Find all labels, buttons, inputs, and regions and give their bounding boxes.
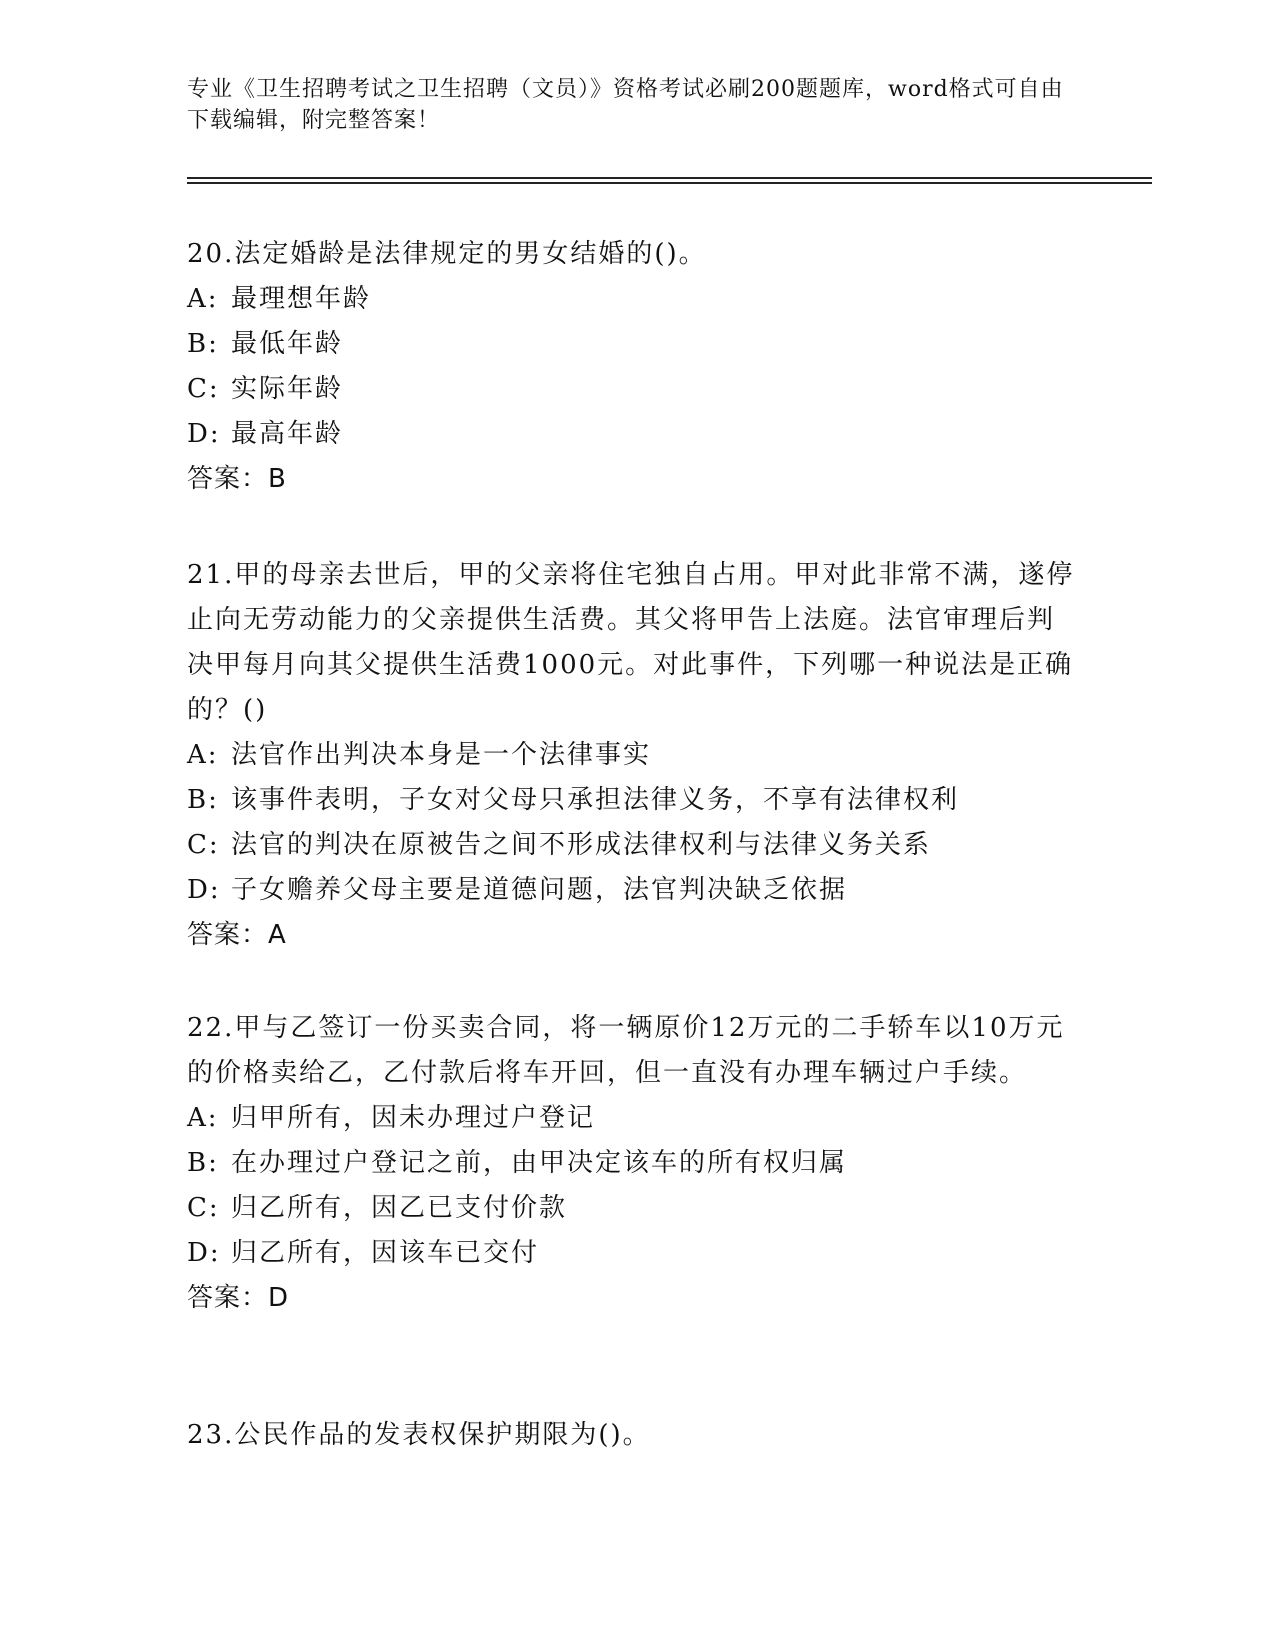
option-text: 归乙所有，因该车已交付 bbox=[231, 1238, 540, 1268]
option-text: 子女赡养父母主要是道德问题，法官判决缺乏依据 bbox=[231, 875, 848, 905]
answer-line: 答案：D bbox=[187, 1283, 290, 1313]
option-d bbox=[187, 868, 1077, 913]
question-stem: 20.法定婚龄是法律规定的男女结婚的()。 bbox=[187, 239, 707, 269]
option-key: B: bbox=[187, 329, 219, 359]
option-d bbox=[187, 1231, 1077, 1276]
option-b bbox=[187, 1141, 1077, 1186]
header-divider-bottom bbox=[187, 182, 1152, 184]
question-stem: 21.甲的母亲去世后，甲的父亲将住宅独自占用。甲对此非常不满，遂停止向无劳动能力的父亲提供生活费。其父将甲告上法庭。法官审理后判决甲每月向其父提供生活费1000元。对此事件，下列哪一种说法是正确的？() bbox=[187, 560, 1075, 725]
option-key: C: bbox=[187, 374, 220, 404]
option-key: A: bbox=[187, 284, 219, 314]
option-c bbox=[187, 823, 1077, 868]
option-b bbox=[187, 778, 1077, 823]
answer-line: 答案：B bbox=[187, 464, 287, 494]
option-text: 最低年龄 bbox=[231, 329, 344, 359]
question-23 bbox=[187, 1413, 1077, 1458]
option-text: 法官作出判决本身是一个法律事实 bbox=[231, 740, 652, 770]
option-text: 实际年龄 bbox=[231, 374, 344, 404]
answer-line: 答案：A bbox=[187, 920, 287, 950]
option-key: D: bbox=[187, 419, 221, 449]
question-22 bbox=[187, 1006, 1077, 1321]
option-text: 归乙所有，因乙已支付价款 bbox=[231, 1193, 568, 1223]
question-20 bbox=[187, 232, 1077, 502]
option-key: C: bbox=[187, 1193, 220, 1223]
option-a bbox=[187, 277, 1077, 322]
option-key: D: bbox=[187, 875, 221, 905]
option-text: 归甲所有，因未办理过户登记 bbox=[231, 1103, 596, 1133]
option-key: D: bbox=[187, 1238, 221, 1268]
option-c bbox=[187, 1186, 1077, 1231]
header-divider-top bbox=[187, 177, 1152, 179]
option-key: A: bbox=[187, 740, 219, 770]
question-stem: 22.甲与乙签订一份买卖合同，将一辆原价12万元的二手轿车以10万元的价格卖给乙，乙付款后将车开回，但一直没有办理车辆过户手续。 bbox=[187, 1013, 1065, 1088]
option-text: 最理想年龄 bbox=[231, 284, 372, 314]
option-text: 法官的判决在原被告之间不形成法律权利与法律义务关系 bbox=[231, 830, 932, 860]
option-key: B: bbox=[187, 1148, 219, 1178]
option-text: 最高年龄 bbox=[231, 419, 344, 449]
option-text: 该事件表明，子女对父母只承担法律义务，不享有法律权利 bbox=[231, 785, 960, 815]
option-a bbox=[187, 733, 1077, 778]
option-c bbox=[187, 367, 1077, 412]
option-text: 在办理过户登记之前，由甲决定该车的所有权归属 bbox=[231, 1148, 848, 1178]
option-a bbox=[187, 1096, 1077, 1141]
option-b bbox=[187, 322, 1077, 367]
option-key: C: bbox=[187, 830, 220, 860]
question-stem: 23.公民作品的发表权保护期限为()。 bbox=[187, 1420, 651, 1450]
option-key: A: bbox=[187, 1103, 219, 1133]
document-header: 专业《卫生招聘考试之卫生招聘（文员）》资格考试必刷200题题库，word格式可自由下载编辑，附完整答案！ bbox=[187, 77, 1064, 133]
option-key: B: bbox=[187, 785, 219, 815]
question-21 bbox=[187, 553, 1077, 958]
option-d bbox=[187, 412, 1077, 457]
